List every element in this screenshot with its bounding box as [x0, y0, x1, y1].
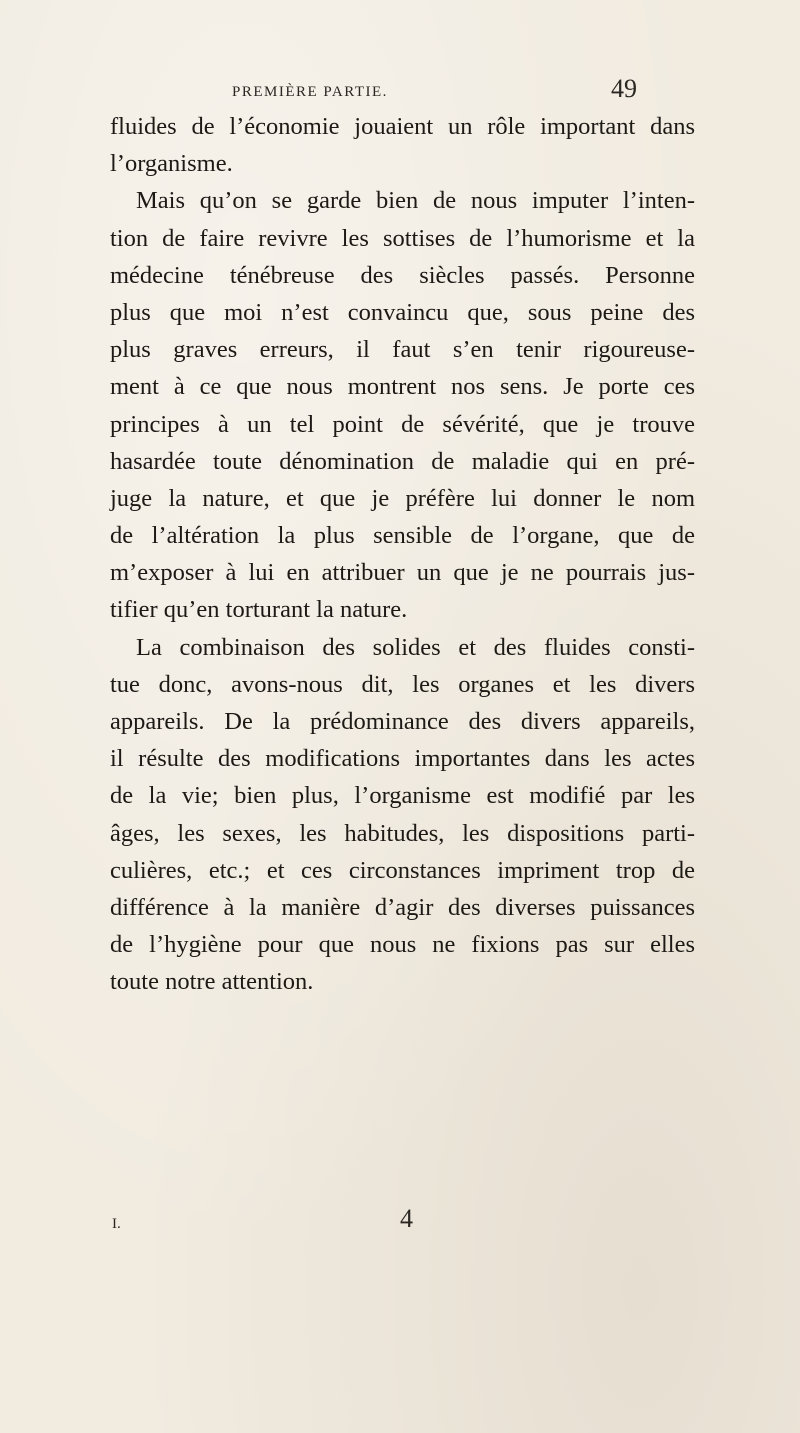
- text-line: de l’altération la plus sensible de l’organe, que de: [110, 522, 695, 550]
- running-head: PREMIÈRE PARTIE.: [232, 84, 388, 100]
- text-line: de la vie; bien plus, l’organisme est modifié par les: [110, 782, 695, 810]
- signature-number: 4: [400, 1204, 413, 1233]
- text-line: âges, les sexes, les habitudes, les dispositions parti-: [110, 819, 695, 847]
- text-line: ment à ce que nous montrent nos sens. Je porte ces: [110, 373, 695, 401]
- text-line: fluides de l’économie jouaient un rôle important dans: [110, 113, 695, 140]
- text-line: juge la nature, et que je préfère lui donner le nom: [110, 484, 695, 512]
- text-line: appareils. De la prédominance des divers appareils,: [110, 708, 695, 735]
- body-text: [110, 108, 695, 1001]
- text-line: La combinaison des solides et des fluides consti-: [136, 633, 695, 661]
- text-line: il résulte des modifications importantes dans les actes: [110, 745, 695, 773]
- text-line: médecine ténébreuse des siècles passés. Personne: [110, 261, 695, 289]
- text-line: l’organisme.: [110, 150, 233, 178]
- text-line: de l’hygiène pour que nous ne fixions pas sur elles: [110, 931, 695, 959]
- signature-mark: I.: [112, 1216, 121, 1232]
- text-line: hasardée toute dénomination de maladie qui en pré-: [110, 447, 695, 475]
- text-line: tue donc, avons-nous dit, les organes et les divers: [110, 670, 695, 698]
- text-line: plus graves erreurs, il faut s’en tenir rigoureuse-: [110, 336, 695, 364]
- page-number: 49: [611, 74, 637, 103]
- text-line: m’exposer à lui en attribuer un que je ne pourrais jus-: [110, 559, 695, 587]
- text-line: principes à un tel point de sévérité, que je trouve: [110, 410, 695, 438]
- text-line: Mais qu’on se garde bien de nous imputer l’inten-: [136, 187, 695, 215]
- text-line: culières, etc.; et ces circonstances impriment trop de: [110, 856, 695, 884]
- text-line: tifier qu’en torturant la nature.: [110, 596, 408, 624]
- text-line: tion de faire revivre les sottises de l’humorisme et la: [110, 224, 695, 252]
- text-line: différence à la manière d’agir des diverses puissances: [110, 893, 695, 921]
- text-line: plus que moi n’est convaincu que, sous peine des: [110, 298, 695, 326]
- text-line: toute notre attention.: [110, 968, 314, 996]
